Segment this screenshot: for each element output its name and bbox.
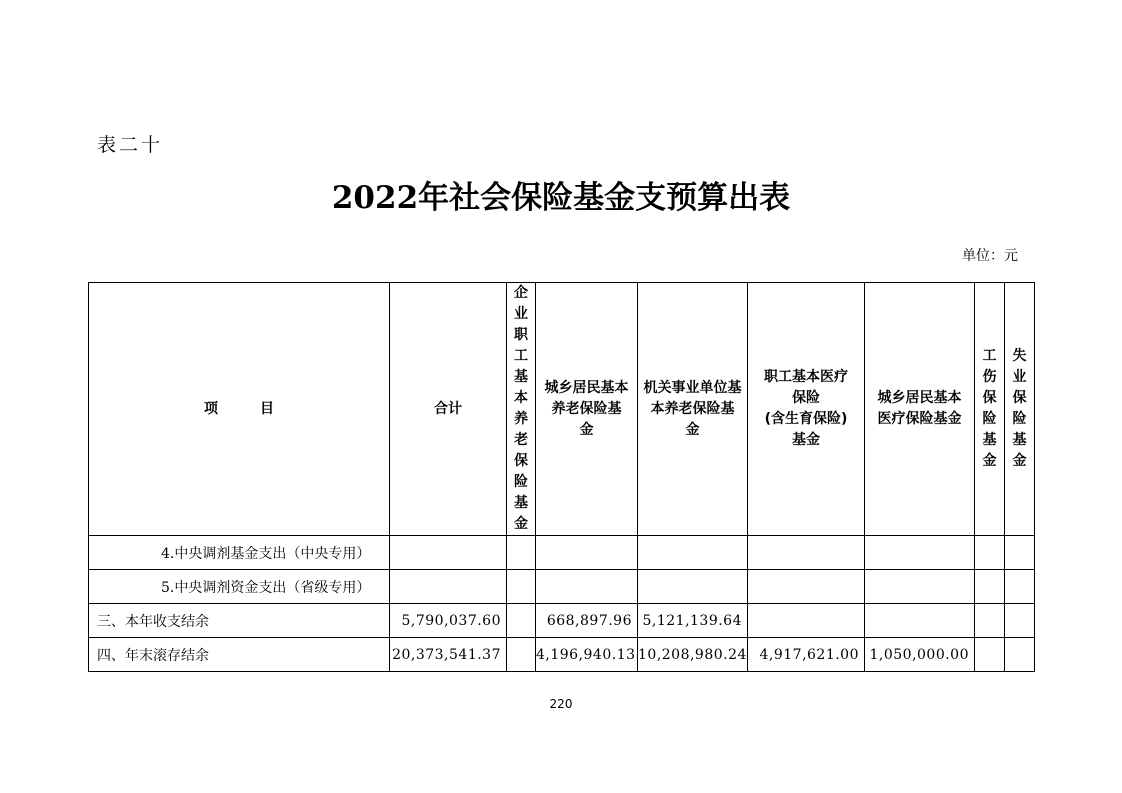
unit-label: 单位：元 [962, 248, 1018, 264]
row-total [390, 570, 507, 604]
table-row [89, 570, 1035, 604]
row-resident-medical [865, 604, 975, 638]
header-line: 险 [1012, 411, 1027, 427]
header-line: 企 [514, 285, 528, 301]
table-label: 表二十 [97, 134, 164, 156]
row-urban-rural-pension [536, 536, 638, 570]
header-line: 城乡居民基本 [544, 379, 629, 396]
header-item: 项 目 [89, 283, 390, 536]
row-injury [975, 570, 1005, 604]
header-row [89, 283, 1035, 536]
header-line: 老 [514, 432, 528, 448]
row-item: 四、年末滚存结余 [89, 638, 390, 672]
row-item: 5.中央调剂资金支出（省级专用） [89, 570, 390, 604]
header-unemployment [1005, 283, 1035, 536]
header-line: 基 [514, 369, 528, 385]
header-line: 伤 [982, 369, 997, 385]
header-line: 险 [982, 411, 997, 427]
header-line: 金 [685, 421, 700, 438]
row-item: 4.中央调剂基金支出（中央专用） [89, 536, 390, 570]
row-employee-medical [748, 570, 865, 604]
row-enterprise-pension [507, 638, 536, 672]
row-urban-rural-pension: 4,196,940.13 [536, 638, 638, 672]
header-enterprise-pension [507, 283, 536, 536]
header-line: 业 [1012, 369, 1027, 385]
header-line: 基 [1012, 432, 1027, 448]
row-injury [975, 536, 1005, 570]
header-total: 合计 [390, 283, 507, 536]
row-institution-pension [638, 536, 748, 570]
row-institution-pension: 5,121,139.64 [638, 604, 748, 638]
header-line: 养老保险基 [551, 400, 622, 417]
header-line: 失 [1012, 348, 1027, 364]
row-unemployment [1005, 570, 1035, 604]
header-line: 医疗保险基金 [877, 411, 962, 427]
header-line: 金 [982, 453, 997, 469]
table-row [89, 536, 1035, 570]
row-total: 5,790,037.60 [390, 604, 507, 638]
header-line: 机关事业单位基 [643, 379, 742, 396]
header-institution-pension [638, 283, 748, 536]
row-employee-medical [748, 536, 865, 570]
row-institution-pension [638, 570, 748, 604]
table-row [89, 604, 1035, 638]
header-line: 金 [579, 421, 594, 438]
row-resident-medical [865, 536, 975, 570]
header-line: 保 [982, 390, 997, 406]
row-employee-medical: 4,917,621.00 [748, 638, 865, 672]
row-employee-medical [748, 604, 865, 638]
header-resident-medical [865, 283, 975, 536]
row-institution-pension: 10,208,980.24 [638, 638, 748, 672]
row-enterprise-pension [507, 604, 536, 638]
header-line: 本 [514, 390, 528, 406]
table-row [89, 638, 1035, 672]
page-number: 220 [549, 697, 573, 711]
row-item: 三、本年收支结余 [89, 604, 390, 638]
header-line: 金 [514, 516, 528, 532]
header-line: 业 [514, 306, 528, 322]
header-line: 保险 [792, 390, 820, 406]
row-total [390, 536, 507, 570]
header-line: 养 [514, 411, 528, 427]
row-resident-medical: 1,050,000.00 [865, 638, 975, 672]
row-unemployment [1005, 536, 1035, 570]
row-unemployment [1005, 638, 1035, 672]
row-injury [975, 638, 1005, 672]
header-employee-medical [748, 283, 865, 536]
header-line: 基 [514, 495, 528, 511]
header-line: 工 [982, 348, 997, 364]
page-title: 2022年社会保险基金支预算出表 [331, 180, 791, 216]
header-line: 城乡居民基本 [877, 390, 962, 406]
header-line: 本养老保险基 [650, 400, 735, 417]
row-urban-rural-pension: 668,897.96 [536, 604, 638, 638]
header-line: 金 [1012, 453, 1027, 469]
header-line: 保 [1012, 390, 1027, 406]
header-injury [975, 283, 1005, 536]
row-resident-medical [865, 570, 975, 604]
header-urban-rural-pension [536, 283, 638, 536]
header-line: 基 [982, 432, 997, 448]
header-line: 基金 [792, 432, 820, 448]
header-line: 保 [514, 453, 528, 469]
row-enterprise-pension [507, 570, 536, 604]
row-urban-rural-pension [536, 570, 638, 604]
header-line: (含生育保险) [764, 411, 848, 427]
header-line: 职工基本医疗 [764, 369, 848, 385]
row-injury [975, 604, 1005, 638]
row-total: 20,373,541.37 [390, 638, 507, 672]
header-line: 险 [514, 474, 528, 490]
budget-table [88, 282, 1035, 672]
row-unemployment [1005, 604, 1035, 638]
row-enterprise-pension [507, 536, 536, 570]
header-line: 职 [514, 327, 528, 343]
header-line: 工 [514, 348, 528, 364]
